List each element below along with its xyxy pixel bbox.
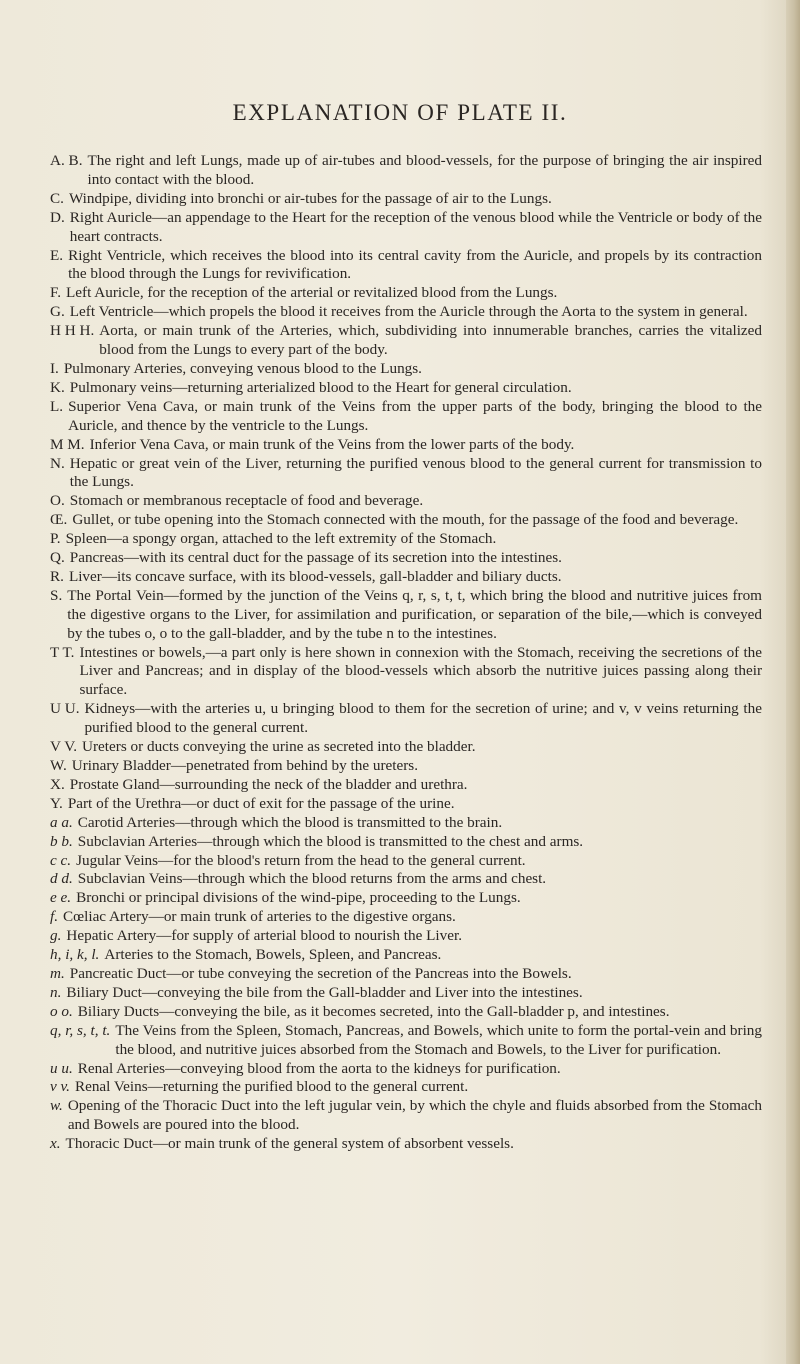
legend-key: f. — [50, 908, 59, 926]
legend-key: I. — [50, 359, 59, 377]
page-edge-shadow — [786, 0, 800, 1364]
legend-entry — [50, 379, 762, 398]
legend-entry — [50, 757, 762, 776]
legend-entry — [50, 965, 762, 984]
legend-key: W. — [50, 757, 67, 774]
plate-legend-list — [50, 152, 762, 1154]
legend-text: Right Auricle—an appendage to the Heart for the reception of the venous blood while the Ventricle or body of the heart contracts. — [69, 208, 762, 245]
legend-key: u u. — [50, 1059, 73, 1077]
legend-text: Aorta, or main trunk of the Arteries, which, subdividing into innumerable branches, carries the vitalized blood from the Lungs to every part of the body. — [99, 322, 762, 359]
legend-key: F. — [50, 284, 62, 302]
legend-key: q, r, s, t, t. — [50, 1021, 111, 1039]
legend-key: E. — [50, 246, 64, 264]
legend-key: a a. — [50, 813, 73, 831]
legend-entry — [50, 587, 762, 644]
legend-text: Jugular Veins—for the blood's return from the head to the general current. — [76, 851, 526, 869]
legend-text: Cœliac Artery—or main trunk of arteries to the digestive organs. — [63, 908, 456, 926]
legend-key: G. — [50, 303, 65, 321]
legend-entry — [50, 852, 762, 871]
legend-entry — [50, 398, 762, 436]
legend-entry — [50, 927, 762, 946]
legend-text: Bronchi or principal divisions of the wind-pipe, proceeding to the Lungs. — [76, 889, 521, 907]
legend-text: Intestines or bowels,—a part only is here shown in connexion with the Stomach, receiving the secretions of the Liver and Pancreas; and in display of the blood-vessels which absorb the nutritive juices passing along their surface. — [79, 643, 762, 699]
legend-key: V V. — [50, 738, 78, 756]
legend-entry — [50, 436, 762, 455]
legend-entry — [50, 644, 762, 701]
legend-key: C. — [50, 189, 64, 207]
legend-text: Liver—its concave surface, with its blood-vessels, gall-bladder and biliary ducts. — [68, 567, 562, 585]
legend-entry — [50, 776, 762, 795]
legend-key: D. — [50, 208, 65, 226]
legend-entry — [50, 549, 762, 568]
legend-text: Left Ventricle—which propels the blood it receives from the Auricle through the Aorta to the system in general. — [69, 303, 748, 321]
legend-key: Y. — [50, 794, 63, 812]
legend-key: X. — [50, 775, 65, 793]
legend-entry — [50, 1078, 762, 1097]
legend-text: The Portal Vein—formed by the junction of the Veins q, r, s, t, t, which bring the blood and nutritive juices from the digestive organs to the Liver, for assimilation and purification, or separation of the bile,—which is conveyed by the tubes o, o to the gall-bladder, and by the tube n to the intestines. — [67, 586, 762, 642]
legend-text: Biliary Duct—conveying the bile from the Gall-bladder and Liver into the intestines. — [66, 983, 583, 1001]
legend-text: Gullet, or tube opening into the Stomach connected with the mouth, for the passage of the food and beverage. — [72, 511, 739, 529]
legend-key: S. — [50, 586, 63, 604]
legend-key: L. — [50, 397, 64, 415]
legend-entry — [50, 322, 762, 360]
legend-text: Part of the Urethra—or duct of exit for the passage of the urine. — [67, 794, 455, 812]
legend-text: Renal Arteries—conveying blood from the aorta to the kidneys for purification. — [77, 1059, 561, 1077]
legend-key: e e. — [50, 889, 72, 907]
legend-key: n. — [50, 983, 62, 1001]
legend-entry — [50, 530, 762, 549]
legend-entry — [50, 1097, 762, 1135]
legend-entry — [50, 870, 762, 889]
legend-key: h, i, k, l. — [50, 946, 100, 964]
legend-entry — [50, 738, 762, 757]
legend-entry — [50, 568, 762, 587]
legend-entry — [50, 833, 762, 852]
legend-key: P. — [50, 530, 61, 548]
legend-text: Spleen—a spongy organ, attached to the left extremity of the Stomach. — [65, 530, 497, 548]
legend-text: Arteries to the Stomach, Bowels, Spleen, and Pancreas. — [104, 946, 442, 964]
legend-entry — [50, 1135, 762, 1154]
legend-entry — [50, 209, 762, 247]
legend-key: d d. — [50, 870, 73, 888]
legend-text: The right and left Lungs, made up of air-tubes and blood-vessels, for the purpose of bringing the air inspired into contact with the blood. — [87, 152, 762, 188]
legend-entry — [50, 190, 762, 209]
legend-key: b b. — [50, 832, 73, 850]
legend-text: Renal Veins—returning the purified blood to the general current. — [74, 1078, 469, 1096]
legend-entry — [50, 455, 762, 493]
legend-key: v v. — [50, 1078, 70, 1096]
legend-entry — [50, 946, 762, 965]
legend-entry — [50, 511, 762, 530]
legend-entry — [50, 360, 762, 379]
legend-key: A. B. — [50, 152, 83, 169]
legend-entry — [50, 814, 762, 833]
legend-text: Windpipe, dividing into bronchi or air-tubes for the passage of air to the Lungs. — [68, 189, 552, 207]
legend-text: Pancreatic Duct—or tube conveying the secretion of the Pancreas into the Bowels. — [69, 964, 572, 982]
legend-entry — [50, 984, 762, 1003]
legend-text: Subclavian Veins—through which the blood returns from the arms and chest. — [77, 870, 547, 888]
legend-entry — [50, 1060, 762, 1079]
legend-key: c c. — [50, 851, 72, 869]
legend-key: N. — [50, 454, 65, 472]
legend-key: m. — [50, 964, 65, 982]
legend-text: Thoracic Duct—or main trunk of the general system of absorbent vessels. — [65, 1135, 514, 1153]
legend-entry — [50, 303, 762, 322]
legend-text: The Veins from the Spleen, Stomach, Pancreas, and Bowels, which unite to form the portal-vein and bring the blood, and nutritive juices absorbed from the Stomach and Bowels, to the Liver for purification. — [115, 1021, 762, 1058]
legend-text: Pulmonary veins—returning arterialized blood to the Heart for general circulation. — [69, 378, 572, 396]
legend-key: Q. — [50, 549, 65, 567]
page-title: EXPLANATION OF PLATE II. — [232, 100, 568, 125]
legend-entry — [50, 889, 762, 908]
legend-entry — [50, 152, 762, 190]
legend-text: Kidneys—with the arteries u, u bringing blood to them for the secretion of urine; and v, v veins returning the purified blood to the general current. — [84, 700, 762, 737]
legend-entry — [50, 247, 762, 285]
legend-entry — [50, 700, 762, 738]
legend-text: Prostate Gland—surrounding the neck of the bladder and urethra. — [69, 775, 468, 793]
legend-entry — [50, 284, 762, 303]
legend-text: Inferior Vena Cava, or main trunk of the Veins from the lower parts of the body. — [89, 435, 575, 453]
legend-key: R. — [50, 567, 64, 585]
legend-key: g. — [50, 927, 62, 945]
legend-text: Hepatic Artery—for supply of arterial blood to nourish the Liver. — [66, 927, 463, 945]
legend-text: Urinary Bladder—penetrated from behind by the ureters. — [71, 757, 418, 774]
legend-entry — [50, 795, 762, 814]
legend-text: Biliary Ducts—conveying the bile, as it becomes secreted, into the Gall-bladder p, and intestines. — [77, 1002, 670, 1020]
legend-text: Opening of the Thoracic Duct into the left jugular vein, by which the chyle and fluids absorbed from the Stomach and Bowels are poured into the blood. — [67, 1097, 762, 1134]
legend-key: w. — [50, 1097, 63, 1115]
legend-text: Hepatic or great vein of the Liver, returning the purified venous blood to the general current for transmission to the Lungs. — [69, 454, 762, 491]
legend-entry — [50, 492, 762, 511]
legend-text: Pulmonary Arteries, conveying venous blood to the Lungs. — [63, 359, 422, 377]
legend-text: Left Auricle, for the reception of the arterial or revitalized blood from the Lungs. — [66, 284, 558, 302]
legend-text: Carotid Arteries—through which the blood is transmitted to the brain. — [77, 813, 503, 831]
legend-key: Œ. — [50, 511, 68, 529]
legend-text: Superior Vena Cava, or main trunk of the Veins from the upper parts of the body, bringing the blood to the Auricle, and thence by the ventricle to the Lungs. — [68, 397, 762, 434]
legend-key: H H H. — [50, 322, 95, 340]
legend-key: M M. — [50, 435, 85, 453]
legend-key: T T. — [50, 643, 75, 661]
legend-text: Stomach or membranous receptacle of food and beverage. — [69, 492, 424, 510]
legend-entry — [50, 1003, 762, 1022]
legend-key: U U. — [50, 700, 80, 718]
legend-key: x. — [50, 1135, 61, 1153]
legend-text: Ureters or ducts conveying the urine as secreted into the bladder. — [82, 738, 476, 756]
legend-text: Subclavian Arteries—through which the blood is transmitted to the chest and arms. — [77, 832, 584, 850]
legend-text: Pancreas—with its central duct for the passage of its secretion into the intestines. — [69, 549, 562, 567]
legend-key: O. — [50, 492, 65, 510]
legend-key: K. — [50, 378, 65, 396]
legend-text: Right Ventricle, which receives the blood into its central cavity from the Auricle, and propels by its contraction the blood through the Lungs for revivification. — [68, 246, 762, 283]
legend-entry — [50, 908, 762, 927]
legend-entry — [50, 1022, 762, 1060]
legend-key: o o. — [50, 1002, 73, 1020]
